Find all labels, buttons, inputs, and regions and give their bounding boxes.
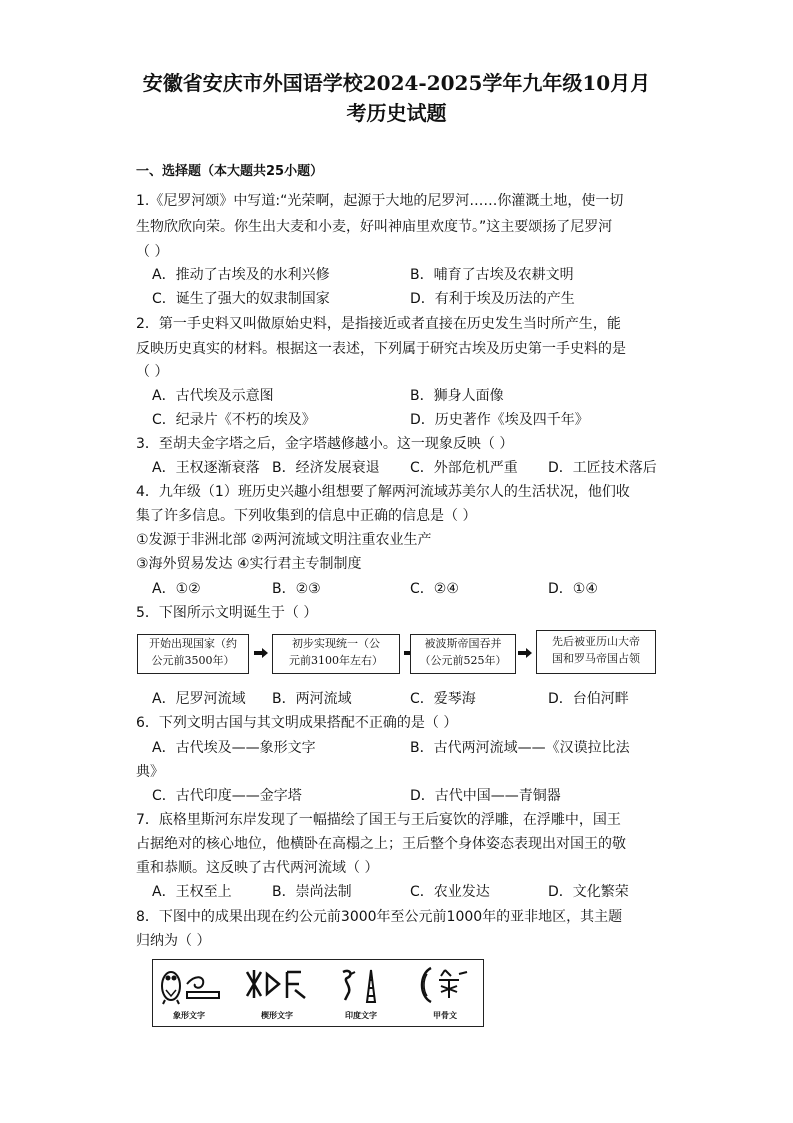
timeline-box-4-line1: 先后被亚历山大帝	[552, 635, 640, 648]
q4-items-34: ③海外贸易发达 ④实行君主专制制度	[136, 556, 362, 572]
q6-option-c[interactable]: C．古代印度——金字塔	[152, 788, 302, 804]
q8-stem-line2: 归纳为（ ）	[136, 933, 211, 949]
arrow-right-icon	[518, 648, 532, 658]
q7-option-c[interactable]: C．农业发达	[410, 884, 490, 900]
timeline-box-4	[536, 630, 656, 674]
q3-option-c[interactable]: C．外部危机严重	[410, 460, 518, 476]
q4-option-a[interactable]: A．①②	[152, 581, 201, 597]
q3-stem: 3．至胡夫金字塔之后，金字塔越修越小。这一现象反映（ ）	[136, 436, 514, 452]
timeline-box-4-line2: 国和罗马帝国占领	[552, 652, 640, 665]
q5-stem: 5．下图所示文明诞生于（ ）	[136, 605, 318, 621]
q2-option-c[interactable]: C．纪录片《不朽的埃及》	[152, 412, 316, 428]
q7-option-d[interactable]: D．文化繁荣	[548, 884, 629, 900]
script-label-oracle-bone: 甲骨文	[433, 1011, 457, 1020]
q4-items-12: ①发源于非洲北部 ②两河流域文明注重农业生产	[136, 532, 432, 548]
ancient-scripts-figure	[152, 959, 484, 1027]
q1-stem-line1: 1.《尼罗河颂》中写道:“光荣啊，起源于大地的尼罗河……你灌溉土地，使一切	[136, 193, 624, 209]
q3-option-d[interactable]: D．工匠技术落后	[548, 460, 657, 476]
q7-option-a[interactable]: A．王权至上	[152, 884, 232, 900]
indus-script-icon	[339, 966, 385, 1006]
timeline-box-2-line2: 元前3100年左右）	[289, 654, 383, 667]
arrow-right-icon	[254, 648, 268, 658]
script-label-cuneiform: 楔形文字	[261, 1011, 293, 1020]
timeline-box-3	[410, 634, 516, 674]
hieroglyph-owl-icon	[157, 966, 223, 1006]
q5-option-a[interactable]: A．尼罗河流域	[152, 691, 246, 707]
timeline-box-3-line2: （公元前525年）	[419, 654, 507, 667]
timeline-box-1	[137, 634, 249, 674]
q4-stem-line2: 集了许多信息。下列收集到的信息中正确的信息是（ ）	[136, 508, 477, 524]
q6-option-a[interactable]: A．古代埃及——象形文字	[152, 740, 316, 756]
oracle-bone-icon	[415, 964, 471, 1006]
q1-option-d[interactable]: D．有利于埃及历法的产生	[410, 291, 575, 307]
q5-option-b[interactable]: B．两河流域	[272, 691, 352, 707]
q2-stem-line1: 2．第一手史料又叫做原始史料，是指接近或者直接在历史发生当时所产生，能	[136, 316, 621, 332]
timeline-box-1-line2: 公元前3500年）	[151, 654, 235, 667]
q4-option-b[interactable]: B．②③	[272, 581, 321, 597]
timeline-box-3-line1: 被波斯帝国吞并	[424, 637, 502, 650]
q7-stem-line3: 重和恭顺。这反映了古代两河流域（ ）	[136, 860, 379, 876]
timeline-box-1-line1: 开始出现国家（约	[149, 637, 237, 650]
q5-option-c[interactable]: C．爱琴海	[410, 691, 476, 707]
q1-option-b[interactable]: B．哺育了古埃及农耕文明	[410, 267, 574, 283]
q2-stem-line3: （ ）	[136, 364, 169, 380]
q1-option-c[interactable]: C．诞生了强大的奴隶制国家	[152, 291, 330, 307]
script-label-indus: 印度文字	[345, 1011, 377, 1020]
q2-option-b[interactable]: B．狮身人面像	[410, 388, 504, 404]
cuneiform-icon	[245, 968, 309, 1002]
q6-stem: 6．下列文明古国与其文明成果搭配不正确的是（ ）	[136, 715, 458, 731]
q8-stem-line1: 8．下图中的成果出现在约公元前3000年至公元前1000年的亚非地区，其主题	[136, 909, 623, 925]
q6-option-d[interactable]: D．古代中国——青铜器	[410, 788, 561, 804]
q4-stem-line1: 4．九年级（1）班历史兴趣小组想要了解两河流域苏美尔人的生活状况，他们收	[136, 484, 630, 500]
q2-stem-line2: 反映历史真实的材料。根据这一表述，下列属于研究古埃及历史第一手史料的是	[136, 341, 626, 357]
timeline-box-2	[272, 634, 400, 674]
exam-title-line2: 考历史试题	[346, 101, 447, 125]
q1-stem-line2: 生物欣欣向荣。你生出大麦和小麦，好叫神庙里欢度节。”这主要颂扬了尼罗河	[136, 219, 613, 235]
q7-stem-line1: 7．底格里斯河东岸发现了一幅描绘了国王与王后宴饮的浮雕，在浮雕中，国王	[136, 812, 621, 828]
q2-option-d[interactable]: D．历史著作《埃及四千年》	[410, 412, 589, 428]
q4-option-c[interactable]: C．②④	[410, 581, 459, 597]
q6-option-b-continued: 典》	[136, 764, 164, 780]
q5-option-d[interactable]: D．台伯河畔	[548, 691, 629, 707]
script-label-hieroglyph: 象形文字	[173, 1011, 205, 1020]
q2-option-a[interactable]: A．古代埃及示意图	[152, 388, 274, 404]
q3-option-a[interactable]: A．王权逐渐衰落	[152, 460, 260, 476]
timeline-box-2-line1: 初步实现统一（公	[292, 637, 380, 650]
q6-option-b[interactable]: B．古代两河流域——《汉谟拉比法	[410, 740, 630, 756]
q3-option-b[interactable]: B．经济发展衰退	[272, 460, 380, 476]
q7-stem-line2: 占据绝对的核心地位，他横卧在高榻之上；王后整个身体姿态表现出对国王的敬	[136, 836, 626, 852]
q4-option-d[interactable]: D．①④	[548, 581, 598, 597]
q1-stem-line3: （ ）	[136, 244, 169, 260]
q7-option-b[interactable]: B．崇尚法制	[272, 884, 352, 900]
exam-title-line1: 安徽省安庆市外国语学校2024-2025学年九年级10月月	[142, 71, 651, 95]
section-heading: 一、选择题（本大题共25小题）	[136, 164, 324, 179]
q1-option-a[interactable]: A．推动了古埃及的水利兴修	[152, 267, 330, 283]
